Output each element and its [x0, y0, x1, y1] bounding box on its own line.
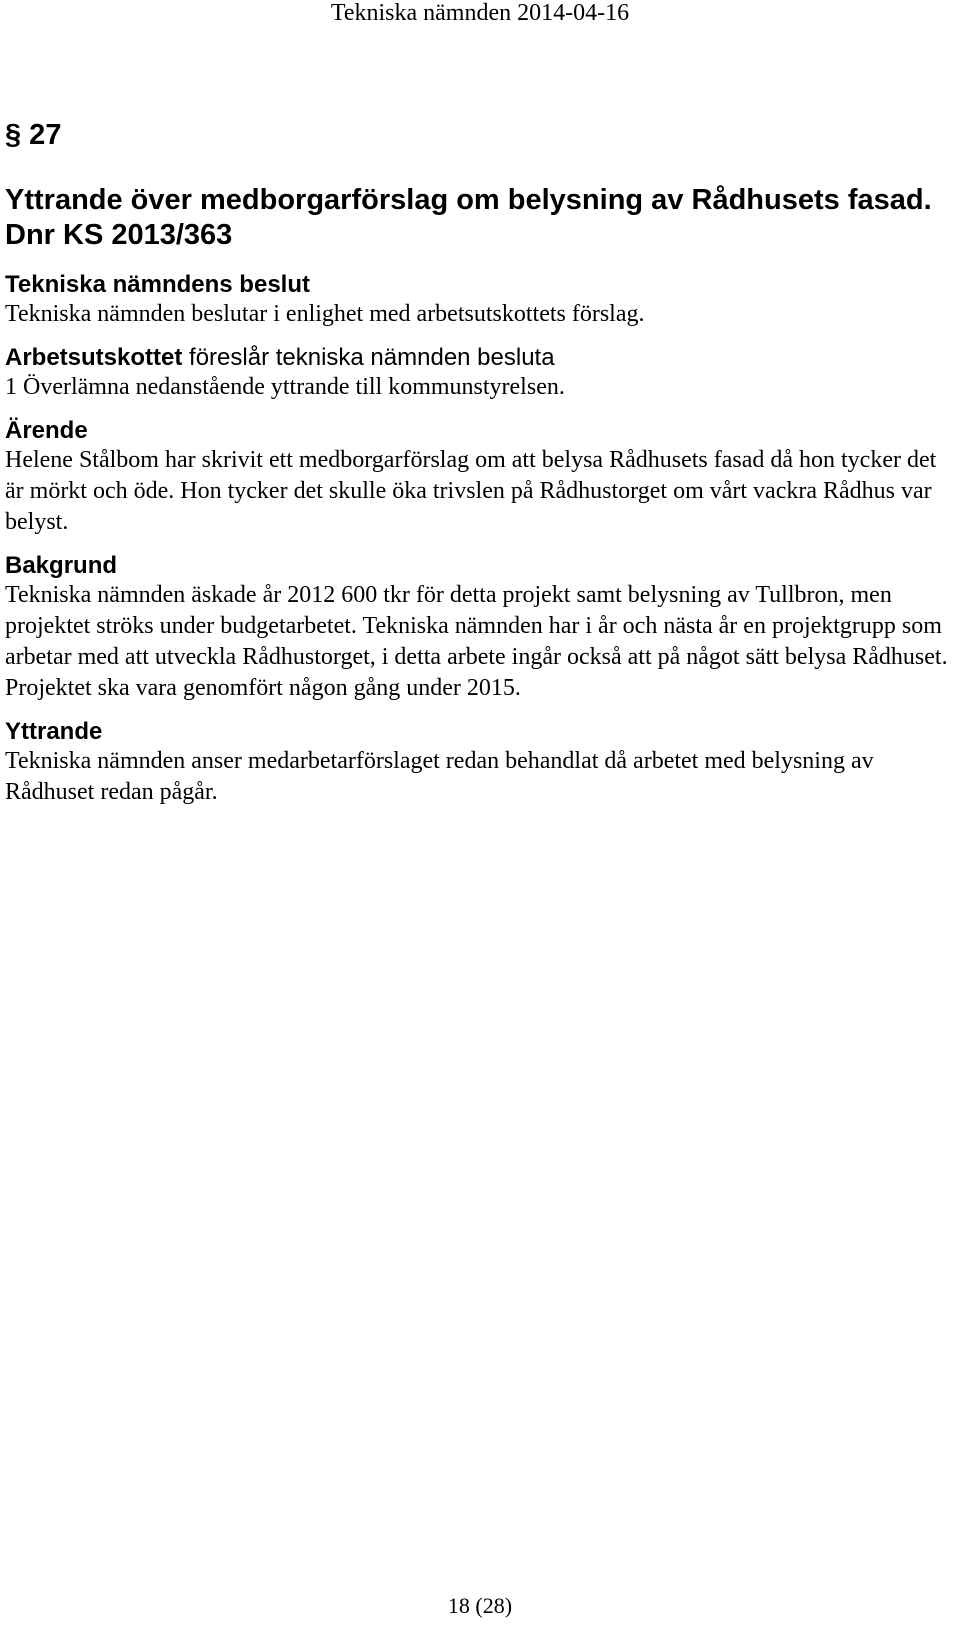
section-heading-arende: Ärende: [5, 417, 88, 444]
page-number: 18 (28): [447, 1593, 513, 1618]
section-arende: [5, 416, 955, 538]
section-heading-yttrande: Yttrande: [5, 718, 103, 745]
document-title: Yttrande över medborgarförslag om belysning av Rådhusets fasad. Dnr KS 2013/363: [5, 184, 932, 251]
page-header: Tekniska nämnden 2014-04-16: [330, 0, 630, 26]
section-text-yttrande: Tekniska nämnden anser medarbetarförslaget redan behandlat då arbetet med belysning av Rådhuset redan pågår.: [5, 748, 874, 805]
heading-bold-part: Arbetsutskottet: [5, 344, 183, 371]
paragraph-number: § 27: [5, 119, 62, 151]
document-body: [5, 183, 955, 821]
section-au-forslag: [5, 343, 955, 403]
section-beslut: [5, 270, 955, 330]
section-bakgrund: [5, 551, 955, 704]
section-heading-beslut: Tekniska nämndens beslut: [5, 271, 310, 298]
section-heading-bakgrund: Bakgrund: [5, 552, 118, 579]
section-text-arende: Helene Stålbom har skrivit ett medborgarförslag om att belysa Rådhusets fasad då hon tycker det är mörkt och öde. Hon tycker det skulle öka trivslen på Rådhustorget om vårt vackra Rådhus var belyst.: [5, 447, 937, 535]
section-heading-au-forslag: [5, 343, 955, 372]
section-text-beslut: Tekniska nämnden beslutar i enlighet med arbetsutskottets förslag.: [5, 301, 645, 327]
section-text-au-forslag: 1 Överlämna nedanstående yttrande till kommunstyrelsen.: [5, 374, 565, 400]
heading-regular-part: föreslår tekniska nämnden besluta: [182, 344, 555, 371]
section-yttrande: [5, 717, 955, 808]
section-text-bakgrund: Tekniska nämnden äskade år 2012 600 tkr för detta projekt samt belysning av Tullbron, men projektet ströks under budgetarbetet. Tekniska nämnden har i år och nästa år en projektgrupp som arbetar med att utveckla Rådhustorget, i detta arbete ingår också att på något sätt belysa Rådhuset. Projektet ska vara genomfört någon gång under 2015.: [5, 582, 948, 701]
